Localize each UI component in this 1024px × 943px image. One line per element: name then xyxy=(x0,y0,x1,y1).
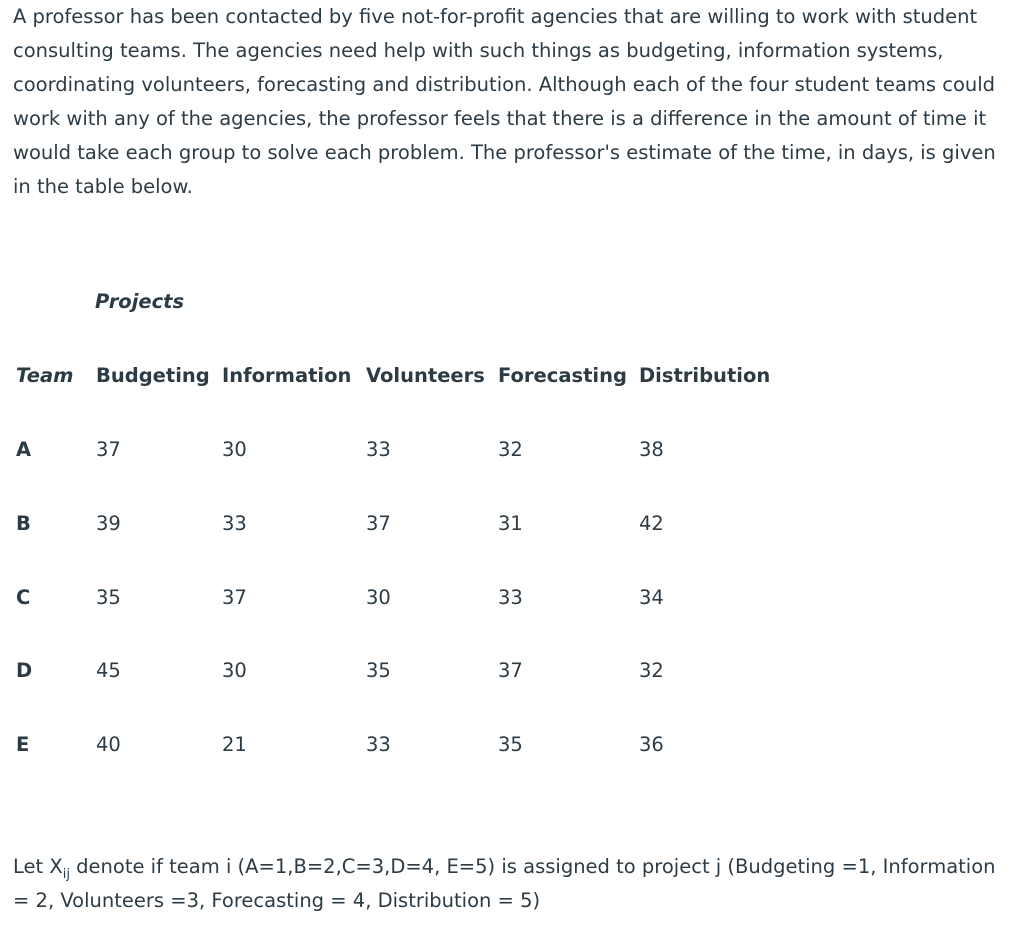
team-label: B xyxy=(16,512,31,535)
column-header-information: Information xyxy=(222,364,352,387)
problem-statement: A professor has been contacted by five not-for-profit agencies that are willing to work with student consulting teams. The agencies need help with such things as budgeting, information systems, coordinating volunteers, forecasting and distribution. Although each of the four student teams could work with any of the agencies, the professor feels that there is a difference in the amount of time it would take each group to solve each problem. The professor's estimate of the time, in days, is given in the table below. xyxy=(13,5,996,198)
table-cell: 37 xyxy=(498,659,523,682)
table-cell: 35 xyxy=(498,733,523,756)
variable-prefix: Let X xyxy=(13,855,63,878)
table-cell: 31 xyxy=(498,512,523,535)
team-label: A xyxy=(16,438,32,461)
table-caption: Projects xyxy=(95,290,185,313)
team-header: Team xyxy=(16,364,74,387)
column-header-budgeting: Budgeting xyxy=(96,364,210,387)
table-cell: 39 xyxy=(96,512,121,535)
table-cell: 37 xyxy=(222,586,247,609)
table-cell: 42 xyxy=(639,512,664,535)
variable-definition xyxy=(13,850,1013,918)
table-cell: 21 xyxy=(222,733,247,756)
variable-description: denote if team i (A=1,B=2,C=3,D=4, E=5) is assigned to project j (Budgeting =1, Information = 2, Volunteers =3, Forecasting = 4, Distribution = 5) xyxy=(13,855,996,912)
team-label: E xyxy=(16,733,30,756)
table-cell: 33 xyxy=(498,586,523,609)
table-cell: 32 xyxy=(498,438,523,461)
table-cell: 34 xyxy=(639,586,664,609)
team-label: D xyxy=(16,659,33,682)
table-cell: 32 xyxy=(639,659,664,682)
table-cell: 38 xyxy=(639,438,664,461)
table-cell: 45 xyxy=(96,659,121,682)
variable-subscript: ij xyxy=(62,866,70,882)
table-cell: 36 xyxy=(639,733,664,756)
table-cell: 33 xyxy=(222,512,247,535)
table-cell: 35 xyxy=(366,659,391,682)
column-header-distribution: Distribution xyxy=(639,364,771,387)
table-cell: 35 xyxy=(96,586,121,609)
table-cell: 30 xyxy=(222,659,247,682)
table-cell: 30 xyxy=(366,586,391,609)
column-header-volunteers: Volunteers xyxy=(366,364,485,387)
column-header-forecasting: Forecasting xyxy=(498,364,627,387)
table-cell: 30 xyxy=(222,438,247,461)
table-cell: 40 xyxy=(96,733,121,756)
table-cell: 33 xyxy=(366,733,391,756)
table-cell: 37 xyxy=(96,438,121,461)
table-cell: 37 xyxy=(366,512,391,535)
team-label: C xyxy=(16,586,31,609)
table-cell: 33 xyxy=(366,438,391,461)
